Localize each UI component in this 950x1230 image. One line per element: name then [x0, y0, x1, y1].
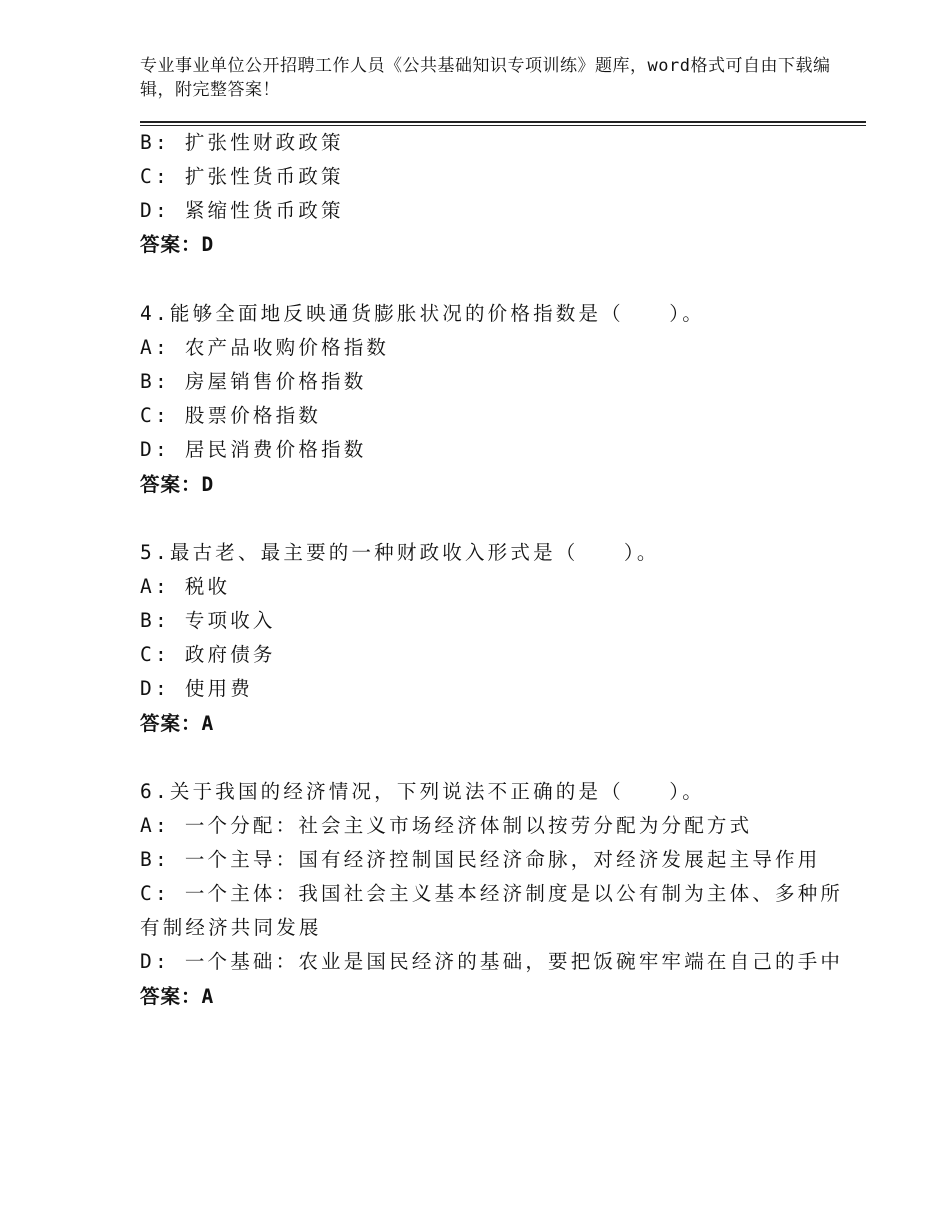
- q3-option-d: D: 紧缩性货币政策: [140, 199, 344, 222]
- q3-answer: 答案：D: [140, 233, 215, 256]
- q4-stem: 4.能够全面地反映通货膨胀状况的价格指数是（ ）。: [140, 302, 705, 325]
- q5-option-b: B: 专项收入: [140, 609, 276, 632]
- q3-option-c: C: 扩张性货币政策: [140, 165, 344, 188]
- q6-stem: 6.关于我国的经济情况，下列说法不正确的是（ ）。: [140, 780, 705, 803]
- q6-option-c: C: 一个主体：我国社会主义基本经济制度是以公有制为主体、多种所: [140, 882, 844, 905]
- q6-answer: 答案：A: [140, 985, 215, 1008]
- q6-option-c-continued: 有制经济共同发展: [140, 916, 322, 939]
- q5-stem: 5.最古老、最主要的一种财政收入形式是（ ）。: [140, 541, 660, 564]
- q5-option-d: D: 使用费: [140, 677, 253, 700]
- q4-option-b: B: 房屋销售价格指数: [140, 370, 367, 393]
- q6-option-a: A: 一个分配：社会主义市场经济体制以按劳分配为分配方式: [140, 814, 753, 837]
- q6-option-d: D: 一个基础：农业是国民经济的基础，要把饭碗牢牢端在自己的手中: [140, 950, 844, 973]
- document-header-title: 专业事业单位公开招聘工作人员《公共基础知识专项训练》题库，word格式可自由下载编辑，附完整答案！: [140, 56, 831, 100]
- header-rule-thick: [140, 121, 866, 123]
- q4-option-a: A: 农产品收购价格指数: [140, 336, 390, 359]
- header-rule-thin: [140, 125, 866, 126]
- q5-answer: 答案：A: [140, 712, 215, 735]
- q6-option-b: B: 一个主导：国有经济控制国民经济命脉，对经济发展起主导作用: [140, 848, 821, 871]
- q5-option-c: C: 政府债务: [140, 643, 276, 666]
- q4-option-d: D: 居民消费价格指数: [140, 438, 367, 461]
- q4-option-c: C: 股票价格指数: [140, 404, 322, 427]
- q3-option-b: B: 扩张性财政政策: [140, 131, 344, 154]
- q5-option-a: A: 税收: [140, 575, 231, 598]
- q4-answer: 答案：D: [140, 473, 215, 496]
